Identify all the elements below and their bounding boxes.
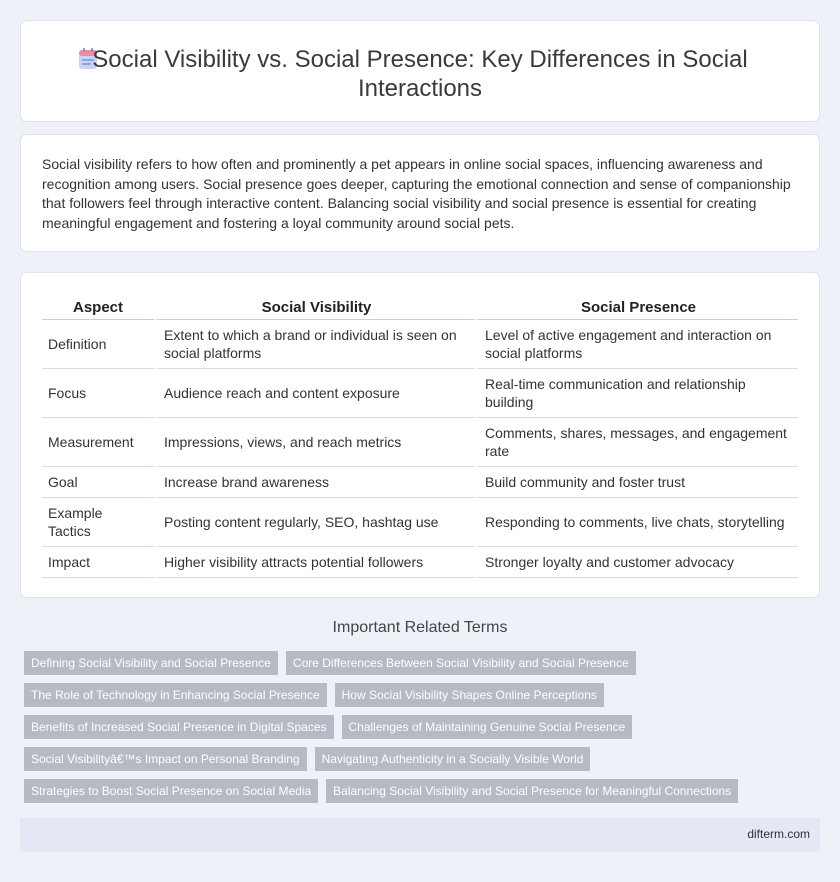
comparison-card xyxy=(20,272,820,598)
related-term-link[interactable]: Core Differences Between Social Visibility and Social Presence xyxy=(286,651,636,675)
table-row xyxy=(42,369,798,418)
table-header-row xyxy=(42,295,798,320)
related-terms-title: Important Related Terms xyxy=(332,619,508,636)
related-term-link[interactable]: Balancing Social Visibility and Social Presence for Meaningful Connections xyxy=(326,779,738,803)
visibility-cell: Posting content regularly, SEO, hashtag use xyxy=(154,498,475,547)
visibility-cell: Extent to which a brand or individual is seen on social platforms xyxy=(154,320,475,369)
related-term-link[interactable]: Challenges of Maintaining Genuine Social Presence xyxy=(342,715,633,739)
presence-cell: Responding to comments, live chats, storytelling xyxy=(475,498,798,547)
table-row xyxy=(42,467,798,498)
intro-card xyxy=(20,134,820,252)
related-term-link[interactable]: The Role of Technology in Enhancing Social Presence xyxy=(24,683,327,707)
aspect-cell: Goal xyxy=(42,467,154,498)
related-term-link[interactable]: Strategies to Boost Social Presence on Social Media xyxy=(24,779,318,803)
footer-site-name: difterm.com xyxy=(747,827,810,841)
footer xyxy=(20,818,820,852)
aspect-cell: Measurement xyxy=(42,418,154,467)
presence-cell: Build community and foster trust xyxy=(475,467,798,498)
title-card xyxy=(20,20,820,122)
related-term-link[interactable]: How Social Visibility Shapes Online Perceptions xyxy=(335,683,604,707)
header-social-presence: Social Presence xyxy=(475,295,798,320)
aspect-cell: Impact xyxy=(42,547,154,578)
presence-cell: Comments, shares, messages, and engagement rate xyxy=(475,418,798,467)
aspect-cell: Example Tactics xyxy=(42,498,154,547)
presence-cell: Real-time communication and relationship building xyxy=(475,369,798,418)
table-row xyxy=(42,418,798,467)
visibility-cell: Impressions, views, and reach metrics xyxy=(154,418,475,467)
presence-cell: Stronger loyalty and customer advocacy xyxy=(475,547,798,578)
header-social-visibility: Social Visibility xyxy=(154,295,475,320)
related-term-link[interactable]: Defining Social Visibility and Social Presence xyxy=(24,651,278,675)
visibility-cell: Higher visibility attracts potential followers xyxy=(154,547,475,578)
intro-paragraph: Social visibility refers to how often and prominently a pet appears in online social spaces, influencing awareness and recognition among users. Social presence goes deeper, capturing the emotional connection and sense of companionship that followers feel through interactive content. Balancing social visibility and social presence is essential for creating meaningful engagement and fostering a loyal community around social pets. xyxy=(42,156,791,231)
related-terms-list xyxy=(24,651,824,811)
aspect-cell: Definition xyxy=(42,320,154,369)
related-term-link[interactable]: Social Visibilityâ€™s Impact on Personal Branding xyxy=(24,747,307,771)
header-aspect: Aspect xyxy=(42,295,154,320)
comparison-table xyxy=(42,295,798,578)
table-row xyxy=(42,498,798,547)
table-row xyxy=(42,320,798,369)
related-term-link[interactable]: Benefits of Increased Social Presence in Digital Spaces xyxy=(24,715,334,739)
presence-cell: Level of active engagement and interaction on social platforms xyxy=(475,320,798,369)
table-row xyxy=(42,547,798,578)
visibility-cell: Increase brand awareness xyxy=(154,467,475,498)
page-title: Social Visibility vs. Social Presence: Key Differences in Social Interactions xyxy=(92,46,748,102)
related-term-link[interactable]: Navigating Authenticity in a Socially Visible World xyxy=(315,747,591,771)
visibility-cell: Audience reach and content exposure xyxy=(154,369,475,418)
aspect-cell: Focus xyxy=(42,369,154,418)
